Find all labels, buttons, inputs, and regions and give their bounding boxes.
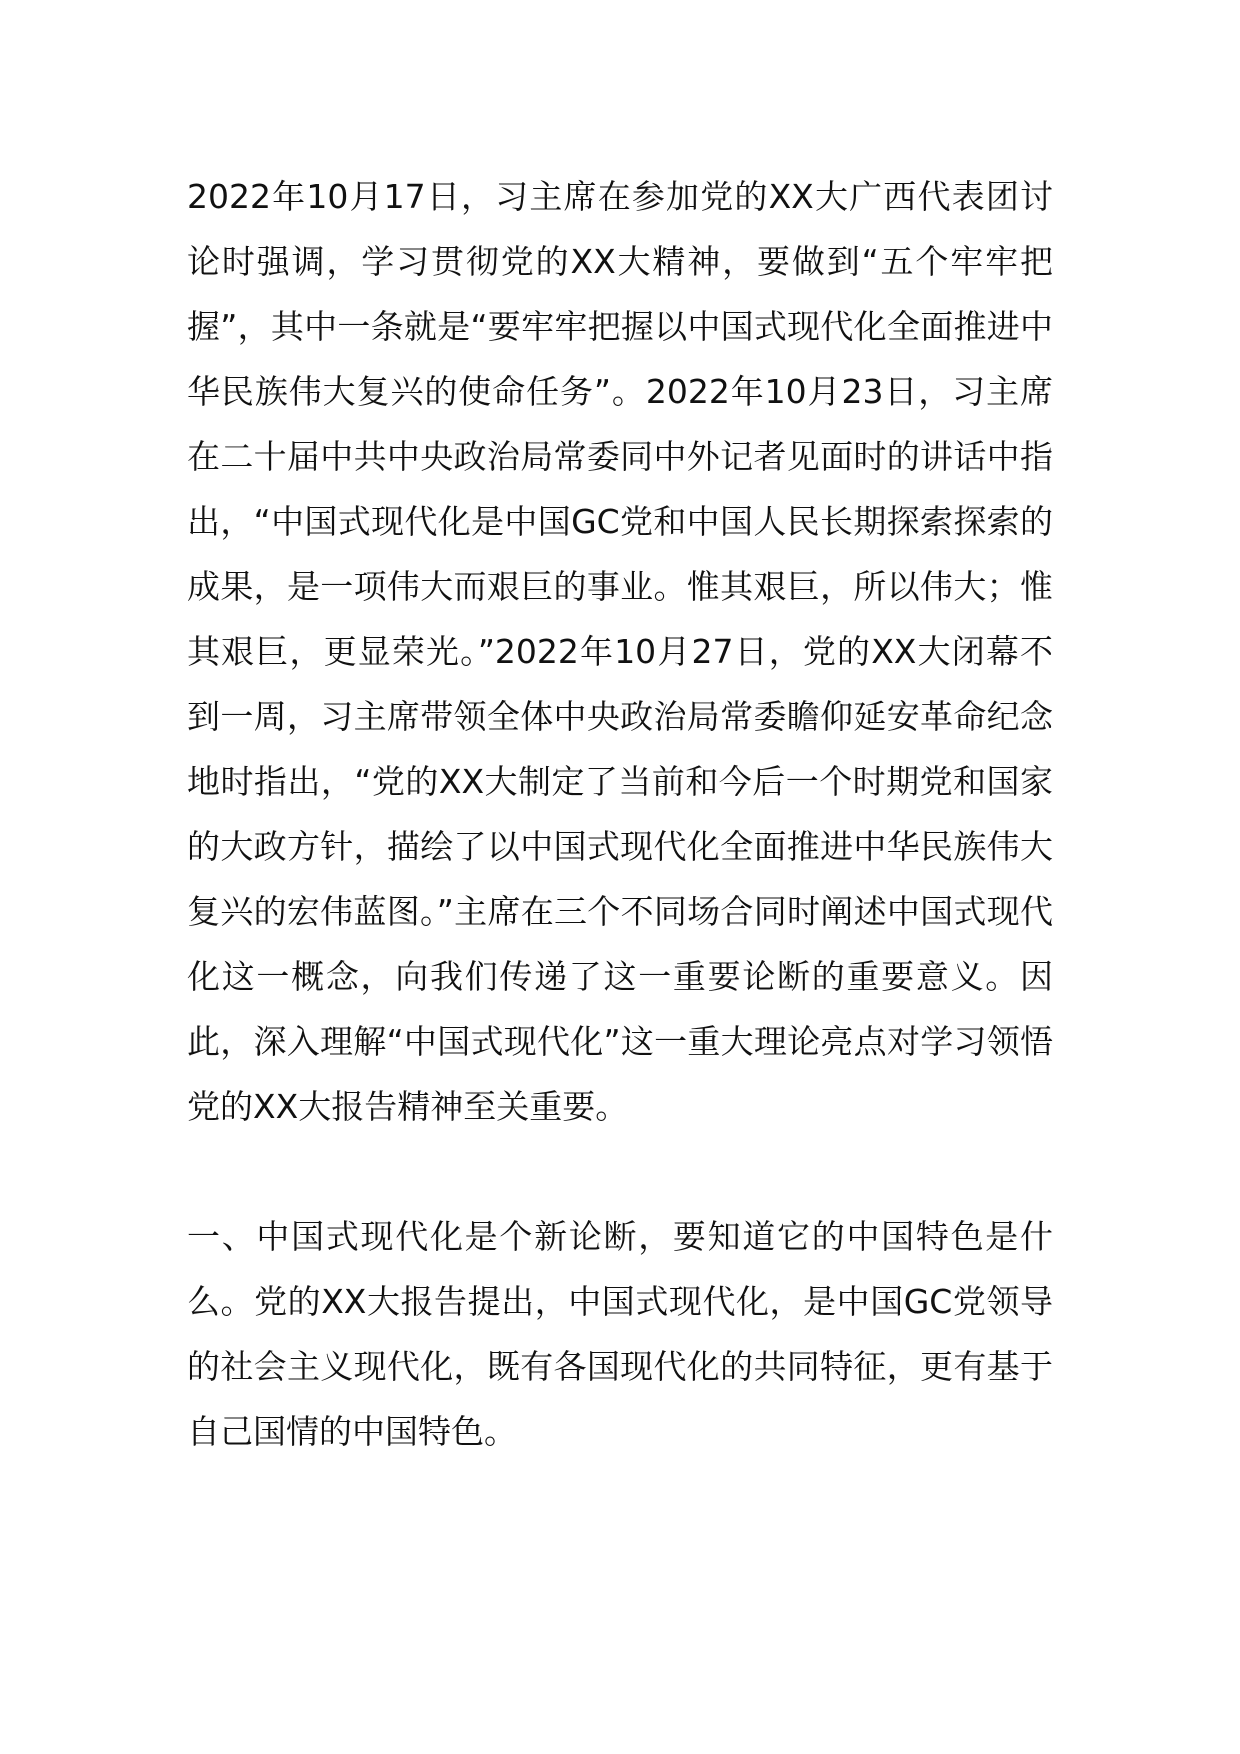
section-one-paragraph: 一、中国式现代化是个新论断，要知道它的中国特色是什么。党的XX大报告提出，中国式现代化，是中国GC党领导的社会主义现代化，既有各国现代化的共同特征，更有基于自己国情的中国特色。 xyxy=(187,1217,1053,1451)
document-body xyxy=(187,164,1053,1464)
intro-paragraph: 2022年10月17日，习主席在参加党的XX大广西代表团讨论时强调，学习贯彻党的XX大精神，要做到“五个牢牢把握”，其中一条就是“要牢牢把握以中国式现代化全面推进中华民族伟大复兴的使命任务”。2022年10月23日，习主席在二十届中共中央政治局常委同中外记者见面时的讲话中指出，“中国式现代化是中国GC党和中国人民长期探索探索的成果，是一项伟大而艰巨的事业。惟其艰巨，所以伟大；惟其艰巨，更显荣光。”2022年10月27日，党的XX大闭幕不到一周，习主席带领全体中央政治局常委瞻仰延安革命纪念地时指出，“党的XX大制定了当前和今后一个时期党和国家的大政方针，描绘了以中国式现代化全面推进中华民族伟大复兴的宏伟蓝图。”主席在三个不同场合同时阐述中国式现代化这一概念，向我们传递了这一重要论断的重要意义。因此，深入理解“中国式现代化”这一重大理论亮点对学习领悟党的XX大报告精神至关重要。 xyxy=(187,177,1053,1126)
